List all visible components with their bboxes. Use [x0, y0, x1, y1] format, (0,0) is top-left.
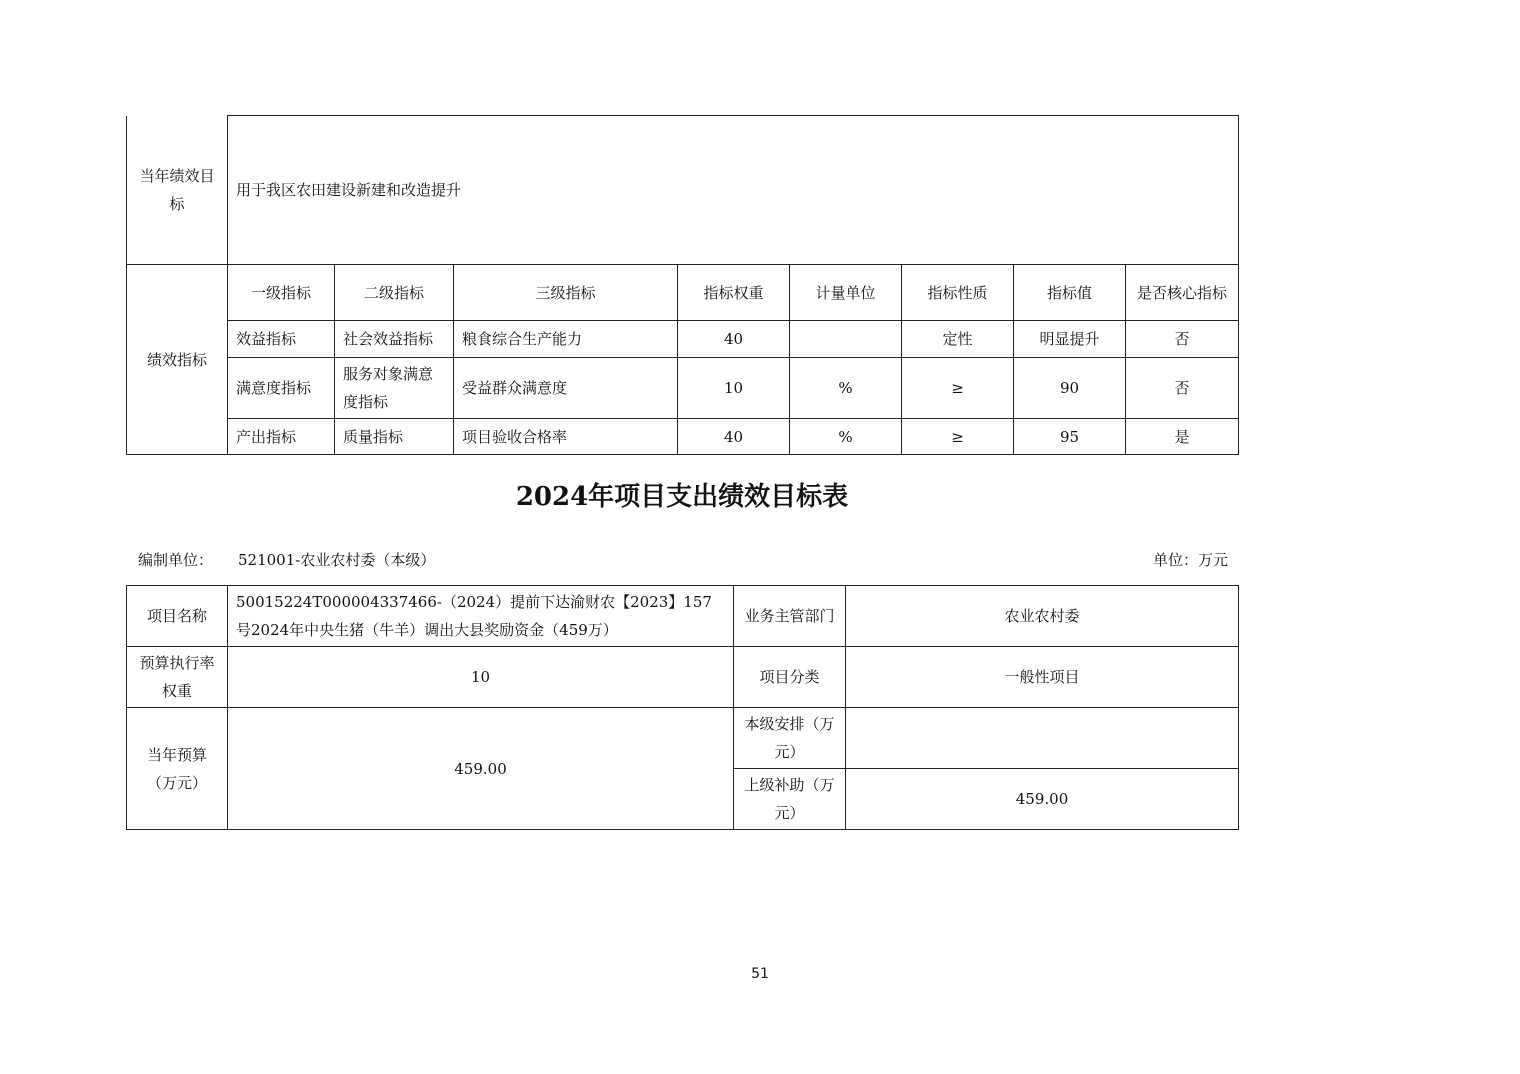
header-level3: 三级指标: [454, 265, 678, 321]
cell-level1: 效益指标: [228, 321, 335, 358]
org-label: 编制单位：: [138, 551, 214, 569]
dept-value: 农业农村委: [846, 586, 1239, 647]
cell-level2: 服务对象满意度指标: [335, 358, 454, 419]
category-label: 项目分类: [734, 647, 846, 708]
cell-level1: 产出指标: [228, 419, 335, 455]
header-unit: 计量单位: [790, 265, 902, 321]
budget-label: 当年预算（万元）: [127, 708, 228, 830]
cell-core: 否: [1126, 321, 1239, 358]
org-value: 521001-农业农村委（本级）: [238, 551, 436, 569]
project-name-value: 50015224T000004337466-（2024）提前下达渝财农【2023】157号2024年中央生猪（牛羊）调出大县奖励资金（459万）: [228, 586, 734, 647]
budget-value: 459.00: [228, 708, 734, 830]
cell-level3: 受益群众满意度: [454, 358, 678, 419]
cell-level1: 满意度指标: [228, 358, 335, 419]
cell-value: 明显提升: [1014, 321, 1126, 358]
cell-level3: 项目验收合格率: [454, 419, 678, 455]
performance-indicators-table: [126, 115, 1239, 455]
cell-unit: %: [790, 419, 902, 455]
page-title: 2024年项目支出绩效目标表: [515, 482, 849, 512]
cell-level2: 质量指标: [335, 419, 454, 455]
page-number: 51: [751, 966, 769, 982]
upper-label: 上级补助（万元）: [734, 769, 846, 830]
header-value: 指标值: [1014, 265, 1126, 321]
project-info-table: [126, 585, 1239, 830]
cell-core: 是: [1126, 419, 1239, 455]
table-row: [127, 358, 1239, 419]
table-row: [127, 419, 1239, 455]
cell-weight: 40: [678, 321, 790, 358]
cell-nature: ≥: [902, 419, 1014, 455]
upper-value: 459.00: [846, 769, 1239, 830]
cell-nature: 定性: [902, 321, 1014, 358]
table-row: [127, 321, 1239, 358]
cell-value: 90: [1014, 358, 1126, 419]
goal-label: 当年绩效目标: [127, 116, 228, 265]
cell-value: 95: [1014, 419, 1126, 455]
indicators-label: 绩效指标: [127, 265, 228, 455]
cell-unit: %: [790, 358, 902, 419]
local-label: 本级安排（万元）: [734, 708, 846, 769]
cell-weight: 40: [678, 419, 790, 455]
exec-weight-label: 预算执行率权重: [127, 647, 228, 708]
local-value: [846, 708, 1239, 769]
project-name-label: 项目名称: [127, 586, 228, 647]
category-value: 一般性项目: [846, 647, 1239, 708]
cell-weight: 10: [678, 358, 790, 419]
cell-core: 否: [1126, 358, 1239, 419]
header-level2: 二级指标: [335, 265, 454, 321]
goal-text: 用于我区农田建设新建和改造提升: [228, 116, 1239, 265]
cell-unit: [790, 321, 902, 358]
dept-label: 业务主管部门: [734, 586, 846, 647]
header-weight: 指标权重: [678, 265, 790, 321]
header-nature: 指标性质: [902, 265, 1014, 321]
cell-level2: 社会效益指标: [335, 321, 454, 358]
org-row: [138, 549, 1228, 575]
unit-label: 单位：万元: [1152, 551, 1228, 569]
exec-weight-value: 10: [228, 647, 734, 708]
header-core: 是否核心指标: [1126, 265, 1239, 321]
cell-nature: ≥: [902, 358, 1014, 419]
header-level1: 一级指标: [228, 265, 335, 321]
cell-level3: 粮食综合生产能力: [454, 321, 678, 358]
